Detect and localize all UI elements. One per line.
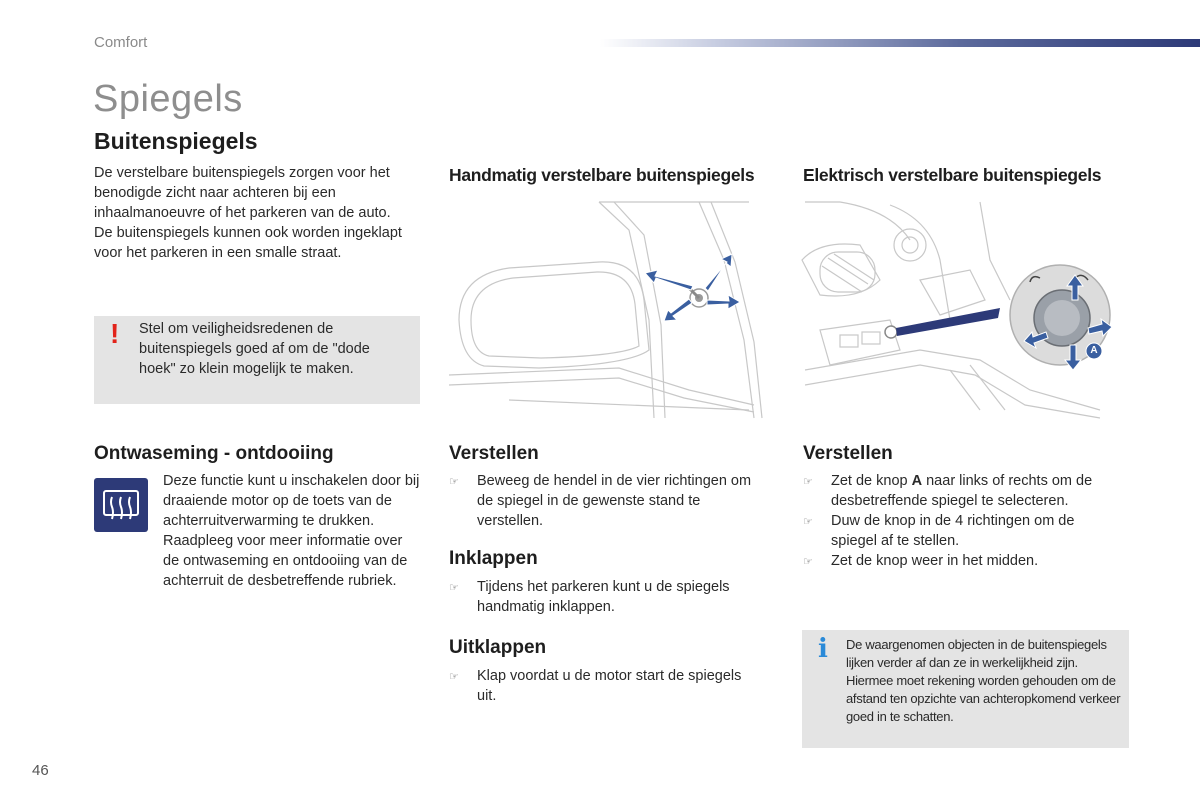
manual-mirror-drawing: [449, 200, 764, 420]
list-item: ☞ Klap voordat u de motor start de spiegels uit.: [449, 668, 742, 704]
info-text-line2: Hiermee moet rekening worden gehouden om de afstand ten opzichte van achteropkomend verkeer goed in te schatten.: [846, 673, 1121, 724]
electric-adjust-list: [803, 471, 1113, 571]
intro-text: De verstelbare buitenspiegels zorgen voor het benodigde zicht naar achteren bij een inhaalmanoeuvre of het parkeren van de auto. De buitenspiegels kunnen ook worden ingeklapt voor het parkeren in een smalle straat.: [94, 165, 402, 261]
list-item: ☞ Zet de knop weer in het midden.: [803, 551, 1113, 571]
electric-mirrors-heading: Elektrisch verstelbare buitenspiegels: [803, 165, 1102, 185]
bullet-marker-icon: ☞: [449, 476, 459, 488]
knob-a-label: A: [1090, 345, 1098, 356]
bullet-marker-icon: ☞: [803, 476, 813, 488]
bullet-marker-icon: ☞: [803, 516, 813, 528]
manual-adjust-list: [449, 471, 754, 531]
list-item: ☞ Duw de knop in de 4 richtingen om de spiegel af te stellen.: [803, 513, 1075, 549]
manual-mirror-illustration: [449, 200, 764, 420]
unfold-heading: Uitklappen: [449, 637, 547, 658]
bullet-marker-icon: ☞: [803, 556, 813, 568]
list-item: ☞ Zet de knop A naar links of rechts om de desbetreffende spiegel te selecteren.: [803, 473, 1093, 509]
defrost-heading: Ontwaseming - ontdooiing: [94, 443, 334, 464]
info-text: [846, 636, 1124, 726]
section-subtitle: Buitenspiegels: [94, 128, 258, 154]
manual-adjust-heading: Verstellen: [449, 443, 539, 464]
electric-mirror-illustration: [800, 200, 1116, 420]
rear-defrost-icon: [94, 478, 148, 532]
bullet-marker-icon: ☞: [449, 582, 459, 594]
unfold-list: [449, 666, 754, 706]
exclamation-icon: !: [110, 318, 120, 349]
info-text-line1: De waargenomen objecten in de buitenspiegels lijken verder af dan ze in werkelijkheid zijn.: [846, 637, 1107, 670]
electric-mirror-drawing: [800, 200, 1116, 420]
info-icon: i: [818, 634, 828, 664]
bullet-marker-icon: ☞: [449, 671, 459, 683]
warning-text: Stel om veiligheidsredenen de buitenspiegels goed af om de "dode hoek" zo klein mogelijk te maken.: [139, 321, 370, 377]
list-item: ☞ Tijdens het parkeren kunt u de spiegels handmatig inklappen.: [449, 579, 730, 615]
page-number: 46: [32, 762, 49, 779]
manual-mirrors-heading: Handmatig verstelbare buitenspiegels: [449, 165, 755, 185]
defrost-text: Deze functie kunt u inschakelen door bij draaiende motor op de toets van de achterruitverwarming te drukken. Raadpleeg voor meer informatie over de ontwaseming en ontdooiing van de achterruit de desbetreffende rubriek.: [163, 473, 420, 589]
section-label: Comfort: [94, 34, 148, 51]
fold-list: [449, 577, 754, 617]
header-bar: [600, 39, 1200, 47]
fold-heading: Inklappen: [449, 548, 538, 569]
electric-adjust-heading: Verstellen: [803, 443, 893, 464]
list-item: ☞ Beweeg de hendel in de vier richtingen om de spiegel in de gewenste stand te verstellen.: [449, 473, 752, 529]
page-title: Spiegels: [93, 78, 243, 120]
